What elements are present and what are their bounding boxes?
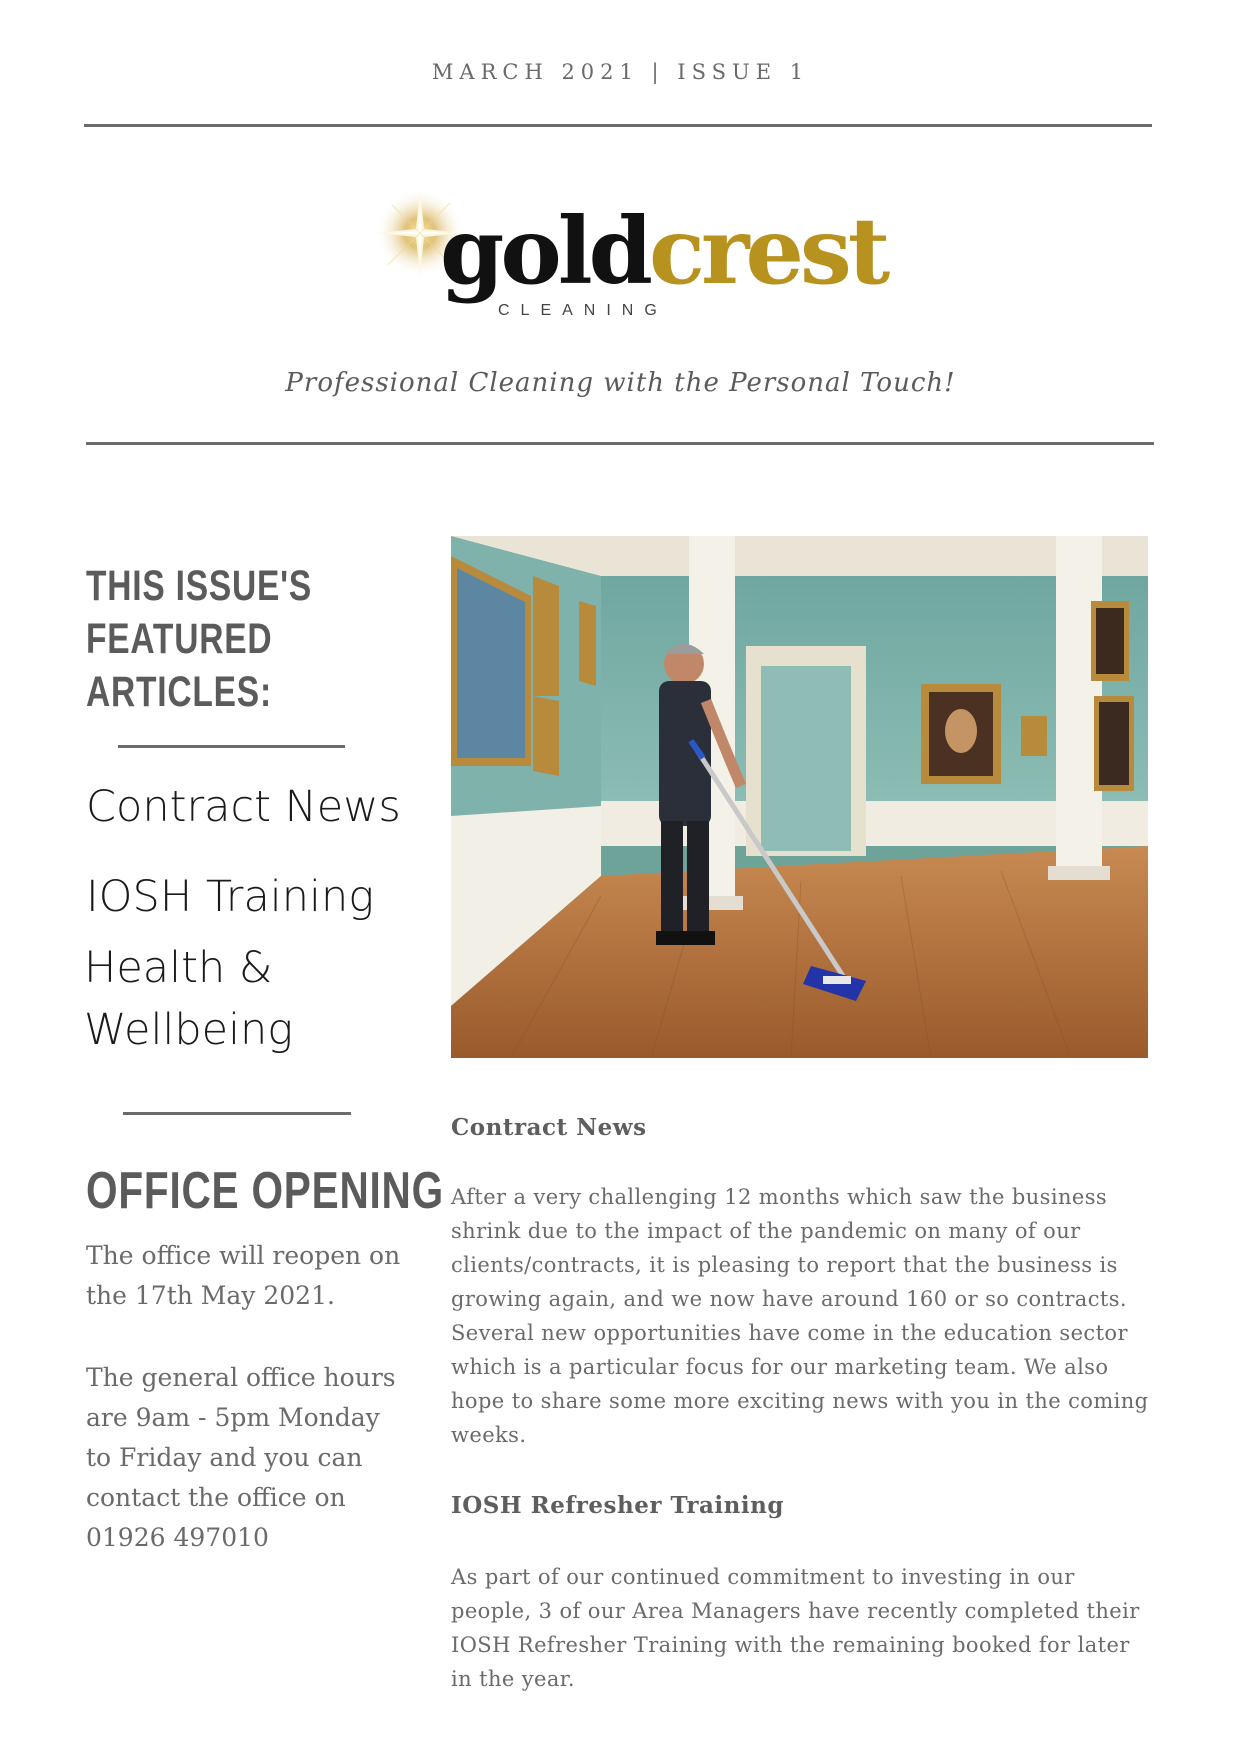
logo-word-gold: crest (648, 197, 887, 305)
header-divider-top (84, 124, 1152, 127)
featured-articles-heading: THIS ISSUE'S FEATURED ARTICLES: (86, 562, 313, 716)
header-divider-bottom (86, 442, 1154, 445)
photo-gallery-cleaner-icon (451, 536, 1148, 1058)
office-opening-heading: OFFICE OPENING (86, 1162, 444, 1220)
goldcrest-logo (370, 185, 890, 330)
logo-word-dark: gold (440, 197, 649, 305)
article-body-iosh-refresher: As part of our continued commitment to investing in our people, 3 of our Area Managers have recently completed their IOSH Refresher Training with the remaining booked for later in the year. (451, 1565, 1140, 1691)
article-heading-contract-news: Contract News (451, 1114, 647, 1141)
tagline: Professional Cleaning with the Personal Touch! (285, 368, 956, 398)
featured-item-health-wellbeing: Health & Wellbeing (84, 943, 294, 1055)
logo-subtitle: CLEANING (498, 302, 668, 319)
office-hours-text: The general office hours are 9am - 5pm Monday to Friday and you can contact the office on 01926 497010 (86, 1363, 396, 1552)
office-reopen-text: The office will reopen on the 17th May 2021. (86, 1241, 401, 1310)
gallery-cleaning-photo (451, 536, 1148, 1058)
article-heading-iosh-refresher: IOSH Refresher Training (451, 1492, 784, 1519)
article-body-contract-news: After a very challenging 12 months which saw the business shrink due to the impact of the pandemic on many of our clients/contracts, it is pleasing to report that the business is growing again, and we now have around 160 or so contracts. Several new opportunities have come in the education sector which is a particular focus for our marketing team. We also hope to share some more exciting news with you in the coming weeks. (451, 1185, 1149, 1447)
sidebar-divider-1 (118, 745, 345, 748)
featured-item-iosh-training: IOSH Training (86, 872, 375, 922)
sidebar-divider-2 (123, 1112, 351, 1115)
issue-date-line: MARCH 2021 | ISSUE 1 (431, 60, 810, 84)
logo-wordmark (440, 197, 887, 305)
featured-item-contract-news: Contract News (86, 782, 401, 832)
